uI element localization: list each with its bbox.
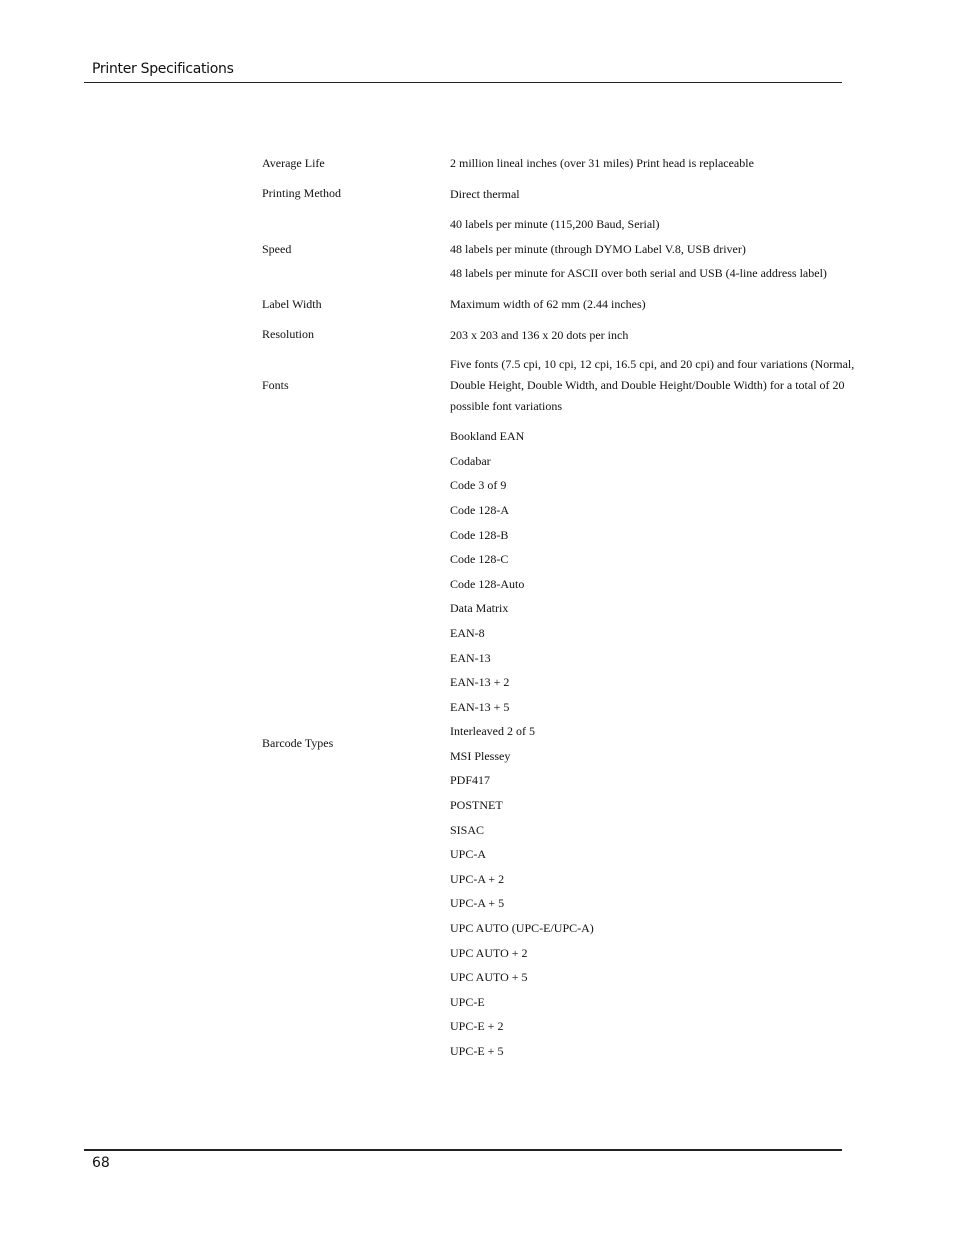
- spec-value: 2 million lineal inches (over 31 miles) Print head is replaceable: [450, 156, 754, 170]
- spec-value: SISAC: [450, 822, 485, 837]
- spec-value: Code 128-C: [450, 552, 509, 567]
- spec-values: [450, 421, 872, 1066]
- spec-values: [450, 179, 872, 210]
- spec-value: Maximum width of 62 mm (2.44 inches): [450, 296, 646, 311]
- spec-row: [262, 320, 872, 351]
- spec-row: [262, 148, 872, 179]
- spec-value: UPC AUTO + 5: [450, 970, 528, 985]
- spec-label: Printing Method: [262, 186, 342, 201]
- spec-row: [262, 289, 872, 320]
- spec-value: PDF417: [450, 773, 491, 788]
- spec-value: Code 3 of 9: [450, 478, 507, 493]
- spec-label: Barcode Types: [262, 736, 334, 751]
- spec-value: 40 labels per minute (115,200 Baud, Serial): [450, 217, 660, 232]
- spec-row: [262, 350, 872, 421]
- spec-value: Code 128-B: [450, 527, 509, 542]
- spec-value: Code 128-A: [450, 502, 509, 517]
- spec-values: [450, 148, 872, 179]
- spec-values: [450, 320, 872, 351]
- spec-value: MSI Plessey: [450, 748, 511, 763]
- spec-value: UPC-A: [450, 847, 487, 862]
- spec-value: EAN-13 + 2: [450, 675, 510, 690]
- spec-value: Code 128-Auto: [450, 576, 525, 591]
- spec-value: UPC-A + 2: [450, 871, 505, 886]
- spec-value: UPC AUTO + 2: [450, 945, 528, 960]
- spec-value: 48 labels per minute (through DYMO Label V.8, USB driver): [450, 241, 746, 256]
- spec-label: Fonts: [262, 378, 289, 393]
- header-divider: [84, 82, 842, 83]
- spec-label: Resolution: [262, 327, 315, 342]
- spec-value: EAN-8: [450, 625, 485, 640]
- page-header-title: Printer Specifications: [92, 61, 234, 77]
- spec-value: UPC-A + 5: [450, 896, 505, 911]
- spec-values: [450, 289, 872, 320]
- spec-value: UPC-E: [450, 994, 485, 1009]
- spec-value: UPC AUTO (UPC-E/UPC-A): [450, 921, 594, 936]
- spec-value: Interleaved 2 of 5: [450, 724, 535, 739]
- spec-value: POSTNET: [450, 798, 503, 813]
- footer-divider: [84, 1149, 842, 1151]
- spec-values: [450, 350, 872, 421]
- spec-value: 48 labels per minute for ASCII over both serial and USB (4-line address label): [450, 266, 827, 281]
- spec-value: UPC-E + 2: [450, 1019, 504, 1034]
- spec-value: Data Matrix: [450, 601, 509, 616]
- spec-row: [262, 179, 872, 210]
- spec-value: Direct thermal: [450, 186, 520, 201]
- spec-table: [262, 148, 872, 1067]
- spec-row: [262, 209, 872, 289]
- page-number: 68: [92, 1155, 110, 1171]
- spec-value: 203 x 203 and 136 x 20 dots per inch: [450, 327, 629, 342]
- spec-label: Label Width: [262, 296, 322, 311]
- spec-values: [450, 209, 872, 289]
- spec-value: Five fonts (7.5 cpi, 10 cpi, 12 cpi, 16.5 cpi, and 20 cpi) and four variations (Normal, Double Height, Double Width, and Double Height/Double Width) for a total of 20 possible font variations: [450, 357, 855, 414]
- spec-value: EAN-13: [450, 650, 491, 665]
- spec-label: Average Life: [262, 155, 325, 170]
- spec-value: UPC-E + 5: [450, 1044, 504, 1058]
- spec-label: Speed: [262, 241, 292, 256]
- spec-row: [262, 421, 872, 1066]
- spec-value: Codabar: [450, 453, 491, 468]
- spec-value: EAN-13 + 5: [450, 699, 510, 714]
- spec-value: Bookland EAN: [450, 429, 525, 444]
